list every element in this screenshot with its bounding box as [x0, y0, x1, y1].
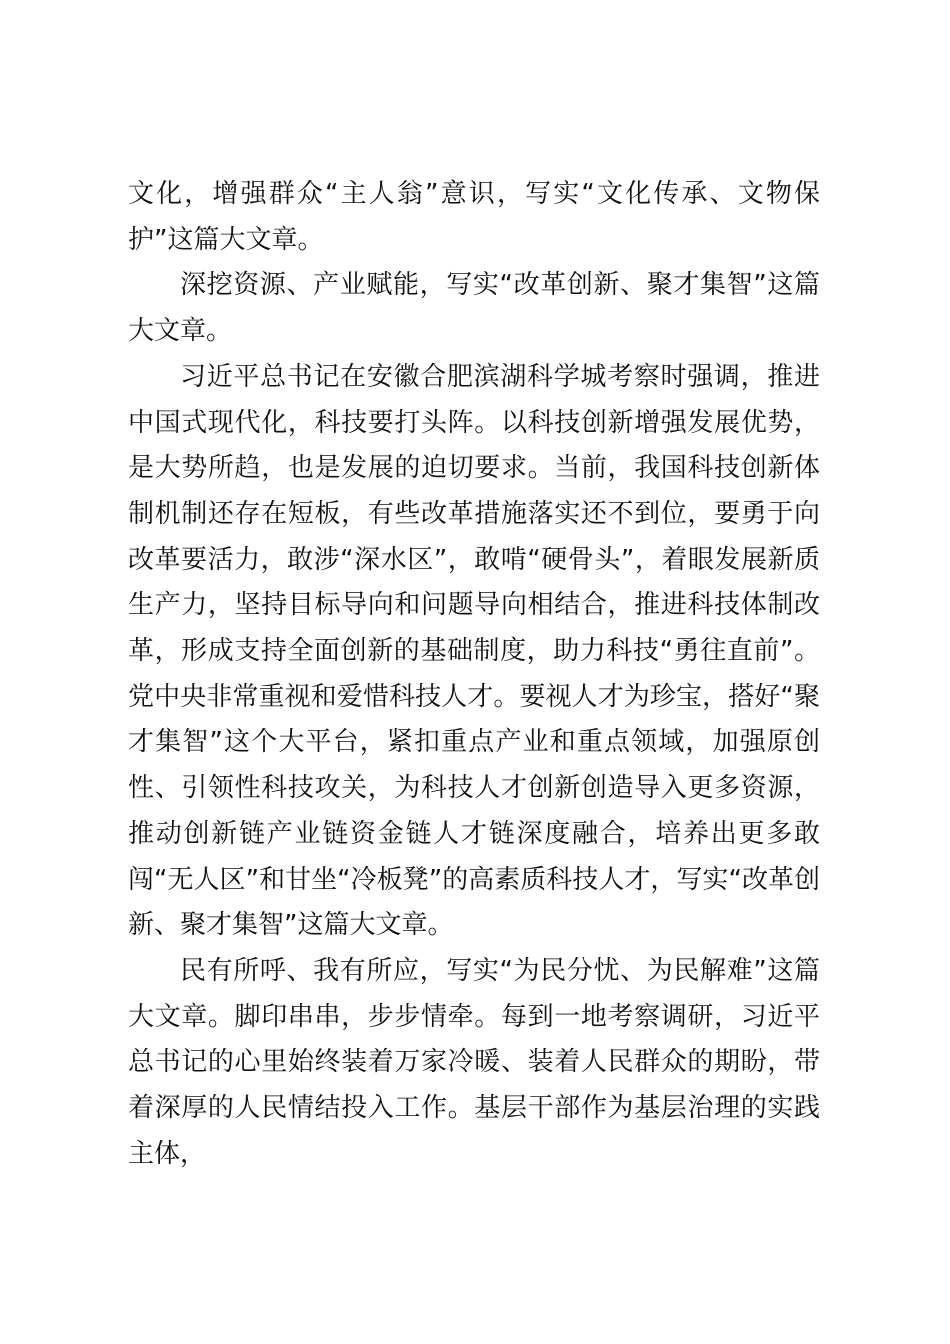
- document-body: [128, 172, 820, 1177]
- paragraph-continuation: 文化，增强群众“主人翁”意识，写实“文化传承、文物保护”这篇大文章。: [128, 179, 820, 255]
- paragraph-serve-people: 民有所呼、我有所应，写实“为民分忧、为民解难”这篇大文章。脚印串串，步步情牵。每到一地考察调研，习近平总书记的心里始终装着万家冷暖、装着人民群众的期盼，带着深厚的人民情结投入工作。基层干部作为基层治理的实践主体，: [128, 955, 820, 1169]
- paragraph-tech-innovation: 习近平总书记在安徽合肥滨湖科学城考察时强调，推进中国式现代化，科技要打头阵。以科技创新增强发展优势，是大势所趋，也是发展的迫切要求。当前，我国科技创新体制机制还存在短板，有些改革措施落实还不到位，要勇于向改革要活力，敢涉“深水区”，敢啃“硬骨头”，着眼发展新质生产力，坚持目标导向和问题导向相结合，推进科技体制改革，形成支持全面创新的基础制度，助力科技“勇往直前”。党中央非常重视和爱惜科技人才。要视人才为珍宝，搭好“聚才集智”这个大平台，紧扣重点产业和重点领域，加强原创性、引领性科技攻关，为科技人才创新创造导入更多资源，推动创新链产业链资金链人才链深度融合，培养出更多敢闯“无人区”和甘坐“冷板凳”的高素质科技人才，写实“改革创新、聚才集智”这篇大文章。: [128, 361, 820, 941]
- paragraph-heading-reform: 深挖资源、产业赋能，写实“改革创新、聚才集智”这篇大文章。: [128, 270, 820, 347]
